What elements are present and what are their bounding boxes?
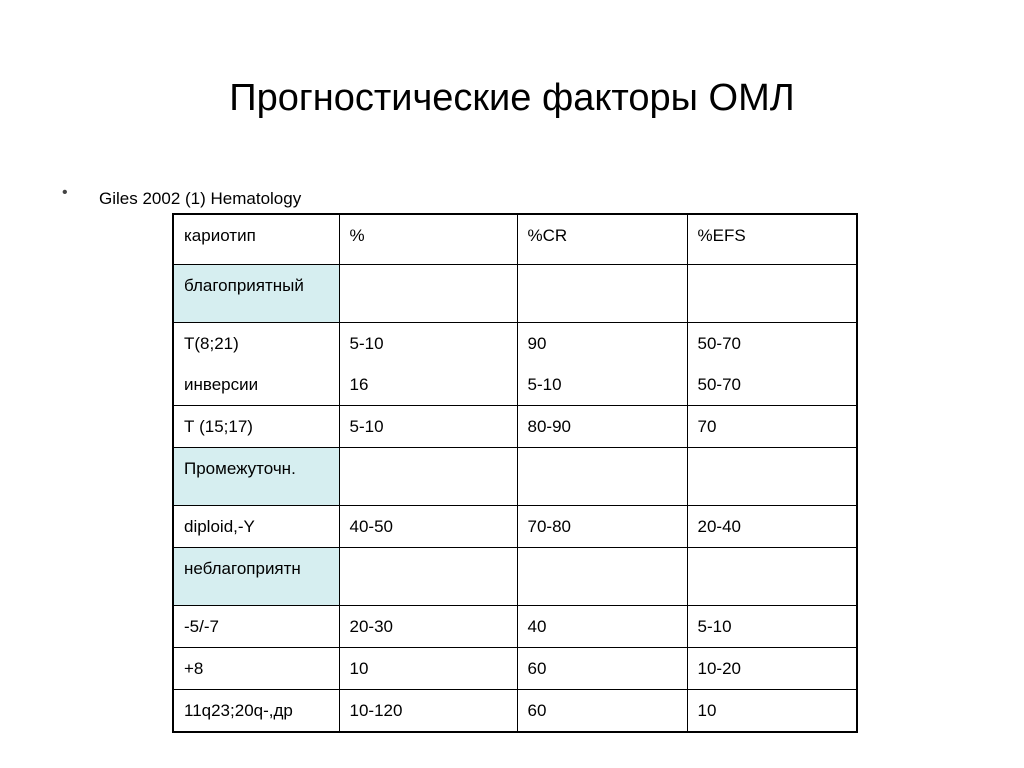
table-cell: -5/-7 <box>173 605 339 647</box>
table-cell <box>339 447 517 505</box>
table-cell: 40 <box>517 605 687 647</box>
cell-line-2: 16 <box>349 374 369 394</box>
karyotype-prognosis-table <box>172 213 858 733</box>
table-cell: 60 <box>517 689 687 732</box>
cell-line-2: 5-10 <box>527 374 562 394</box>
table-row-unfavorable-group <box>173 547 857 605</box>
table-cell <box>339 264 517 322</box>
cell-line-2: инверсии <box>184 374 259 394</box>
table-cell: 80-90 <box>517 405 687 447</box>
table-row <box>173 689 857 732</box>
table-cell <box>517 264 687 322</box>
table-row-intermediate-group <box>173 447 857 505</box>
table-row <box>173 405 857 447</box>
table-cell <box>339 547 517 605</box>
cell-line-1: Т(8;21) <box>184 333 239 353</box>
table-row-favorable-group <box>173 264 857 322</box>
table-cell <box>339 322 517 405</box>
bullet-marker: • <box>62 184 68 201</box>
table-cell: 5-10 <box>687 605 857 647</box>
table-header-row <box>173 214 857 264</box>
source-citation: Giles 2002 (1) Hematology <box>99 189 302 208</box>
table-cell: 10-20 <box>687 647 857 689</box>
header-cr: %CR <box>517 214 687 264</box>
table-cell <box>517 547 687 605</box>
table-cell: +8 <box>173 647 339 689</box>
table-cell: Т (15;17) <box>173 405 339 447</box>
table-cell: 5-10 <box>339 405 517 447</box>
group-label-intermediate: Промежуточн. <box>173 447 339 505</box>
table-cell: 70 <box>687 405 857 447</box>
table-cell: 20-30 <box>339 605 517 647</box>
cell-line-2: 50-70 <box>697 374 741 394</box>
table-cell <box>173 322 339 405</box>
table-row <box>173 605 857 647</box>
table-cell: 11q23;20q-,др <box>173 689 339 732</box>
table-cell <box>687 447 857 505</box>
table-cell <box>517 322 687 405</box>
table-cell: 10-120 <box>339 689 517 732</box>
table-cell <box>687 547 857 605</box>
cell-line-1: 90 <box>527 333 547 353</box>
slide-title: Прогностические факторы ОМЛ <box>229 77 795 119</box>
table-cell: 40-50 <box>339 505 517 547</box>
table-cell <box>517 447 687 505</box>
table-cell: diploid,-Y <box>173 505 339 547</box>
table-row <box>173 505 857 547</box>
header-efs: %EFS <box>687 214 857 264</box>
header-percent: % <box>339 214 517 264</box>
cell-line-1: 50-70 <box>697 333 741 353</box>
group-label-unfavorable: неблагоприятн <box>173 547 339 605</box>
table-cell: 70-80 <box>517 505 687 547</box>
table-row <box>173 647 857 689</box>
table-cell <box>687 264 857 322</box>
header-karyotype: кариотип <box>173 214 339 264</box>
table-cell: 60 <box>517 647 687 689</box>
table-cell: 10 <box>687 689 857 732</box>
cell-line-1: 5-10 <box>349 333 384 353</box>
group-label-favorable: благоприятный <box>173 264 339 322</box>
table-cell: 20-40 <box>687 505 857 547</box>
table-cell <box>687 322 857 405</box>
table-cell: 10 <box>339 647 517 689</box>
table-row <box>173 322 857 405</box>
